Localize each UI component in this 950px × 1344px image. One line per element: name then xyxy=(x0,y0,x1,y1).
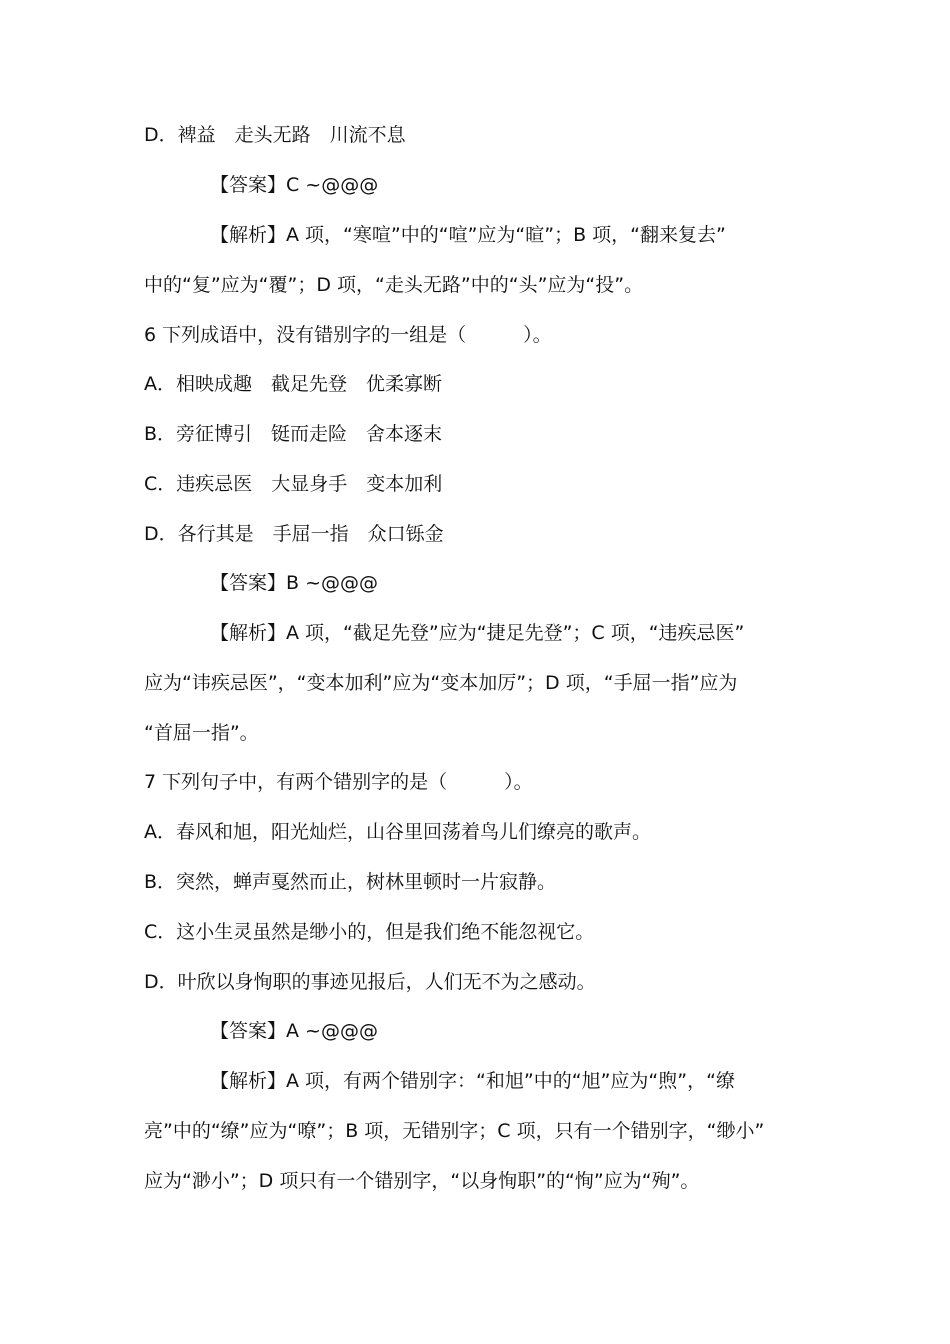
analysis-line: “首屈一指”。 xyxy=(144,722,259,744)
question-6: 6 下列成语中，没有错别字的一组是（ ）。 xyxy=(144,324,552,346)
analysis-line: 中的“复”应为“覆”；D 项，“走头无路”中的“头”应为“投”。 xyxy=(144,274,644,296)
option-d-line: D．裨益 走头无路 川流不息 xyxy=(144,124,406,146)
analysis-line: 【解析】A 项，“寒喧”中的“喧”应为“暄”；B 项，“翻来复去” xyxy=(210,224,726,246)
option-c-line: C．违疾忌医 大显身手 变本加利 xyxy=(144,473,443,495)
option-d-line: D．叶欣以身恂职的事迹见报后，人们无不为之感动。 xyxy=(144,971,596,993)
option-a-line: A．相映成趣 截足先登 优柔寡断 xyxy=(144,373,442,395)
question-7: 7 下列句子中，有两个错别字的是（ ）。 xyxy=(144,771,533,793)
answer-line: 【答案】C ~@@@ xyxy=(210,174,379,196)
option-a-line: A．春风和旭，阳光灿烂，山谷里回荡着鸟儿们缭亮的歌声。 xyxy=(144,821,651,843)
option-b-line: B．旁征博引 铤而走险 舍本逐末 xyxy=(144,423,443,445)
analysis-line: 亮”中的“缭”应为“嘹”；B 项，无错别字；C 项，只有一个错别字，“缈小” xyxy=(144,1120,765,1142)
analysis-line: 应为“渺小”；D 项只有一个错别字，“以身恂职”的“恂”应为“殉”。 xyxy=(144,1170,700,1192)
analysis-line: 【解析】A 项，有两个错别字：“和旭”中的“旭”应为“煦”，“缭 xyxy=(210,1070,735,1092)
answer-line: 【答案】B ~@@@ xyxy=(210,572,378,594)
option-b-line: B．突然，蝉声戛然而止，树林里顿时一片寂静。 xyxy=(144,871,557,893)
analysis-line: 【解析】A 项，“截足先登”应为“捷足先登”；C 项，“违疾忌医” xyxy=(210,622,745,644)
option-d-line: D．各行其是 手屈一指 众口铄金 xyxy=(144,523,444,545)
option-c-line: C．这小生灵虽然是缈小的，但是我们绝不能忽视它。 xyxy=(144,921,595,943)
answer-line: 【答案】A ~@@@ xyxy=(210,1020,378,1042)
analysis-line: 应为“讳疾忌医”，“变本加利”应为“变本加厉”；D 项，“手屈一指”应为 xyxy=(144,672,738,694)
